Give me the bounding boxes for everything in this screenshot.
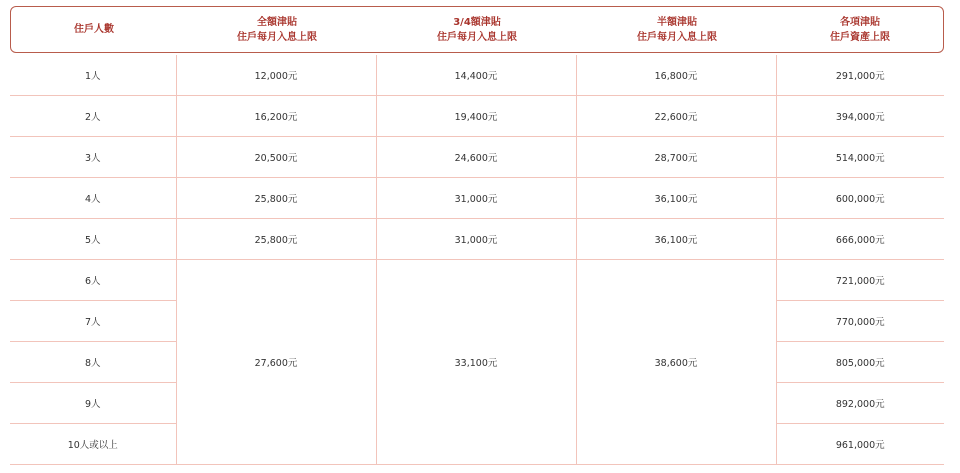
three-quarter-allowance-cell: 19,400元 (376, 96, 576, 137)
asset-limit-cell: 291,000元 (776, 55, 944, 96)
header-household-size-label: 住戶人數 (74, 24, 114, 35)
household-size-cell: 1人 (10, 55, 176, 96)
asset-limit-cell: 805,000元 (776, 342, 944, 383)
full-allowance-cell: 12,000元 (176, 55, 376, 96)
household-size-cell: 6人 (10, 260, 176, 301)
three-quarter-allowance-cell: 31,000元 (376, 178, 576, 219)
table-body (10, 55, 944, 465)
full-allowance-cell: 20,500元 (176, 137, 376, 178)
header-three-quarter-allowance-title: 3/4額津貼 (453, 16, 501, 28)
table-row (10, 96, 944, 137)
three-quarter-allowance-cell: 31,000元 (376, 219, 576, 260)
asset-limit-cell: 394,000元 (776, 96, 944, 137)
asset-limit-cell: 892,000元 (776, 383, 944, 424)
header-three-quarter-allowance-subtitle: 住戶每月入息上限 (437, 31, 517, 43)
three-quarter-allowance-cell: 24,600元 (376, 137, 576, 178)
half-allowance-cell: 36,100元 (576, 178, 776, 219)
three-quarter-allowance-merged-cell: 33,100元 (376, 260, 576, 465)
full-allowance-merged-cell: 27,600元 (176, 260, 376, 465)
household-size-cell: 3人 (10, 137, 176, 178)
half-allowance-cell: 28,700元 (576, 137, 776, 178)
header-full-allowance-title: 全額津貼 (257, 16, 297, 28)
asset-limit-cell: 600,000元 (776, 178, 944, 219)
household-size-cell: 7人 (10, 301, 176, 342)
header-half-allowance (577, 15, 777, 45)
header-asset-limit-subtitle: 住戶資產上限 (830, 31, 890, 43)
household-size-cell: 9人 (10, 383, 176, 424)
table-row (10, 137, 944, 178)
table-row (10, 260, 944, 301)
header-three-quarter-allowance (377, 15, 577, 45)
table-header (10, 6, 944, 53)
household-size-cell: 5人 (10, 219, 176, 260)
table-row (10, 219, 944, 260)
asset-limit-cell: 961,000元 (776, 424, 944, 465)
household-size-cell: 2人 (10, 96, 176, 137)
asset-limit-cell: 770,000元 (776, 301, 944, 342)
household-size-cell: 8人 (10, 342, 176, 383)
full-allowance-cell: 16,200元 (176, 96, 376, 137)
header-half-allowance-title: 半額津貼 (657, 16, 697, 28)
header-half-allowance-subtitle: 住戶每月入息上限 (637, 31, 717, 43)
header-asset-limit-title: 各項津貼 (840, 16, 880, 28)
asset-limit-cell: 514,000元 (776, 137, 944, 178)
half-allowance-merged-cell: 38,600元 (576, 260, 776, 465)
full-allowance-cell: 25,800元 (176, 219, 376, 260)
header-full-allowance-subtitle: 住戶每月入息上限 (237, 31, 317, 43)
three-quarter-allowance-cell: 14,400元 (376, 55, 576, 96)
income-asset-limits-table (10, 6, 944, 451)
household-size-cell: 4人 (10, 178, 176, 219)
header-full-allowance (177, 15, 377, 45)
half-allowance-cell: 22,600元 (576, 96, 776, 137)
household-size-cell: 10人或以上 (10, 424, 176, 465)
asset-limit-cell: 721,000元 (776, 260, 944, 301)
header-household-size (11, 22, 177, 37)
full-allowance-cell: 25,800元 (176, 178, 376, 219)
table-row (10, 55, 944, 96)
asset-limit-cell: 666,000元 (776, 219, 944, 260)
header-asset-limit (777, 15, 943, 45)
table-row (10, 178, 944, 219)
half-allowance-cell: 16,800元 (576, 55, 776, 96)
half-allowance-cell: 36,100元 (576, 219, 776, 260)
